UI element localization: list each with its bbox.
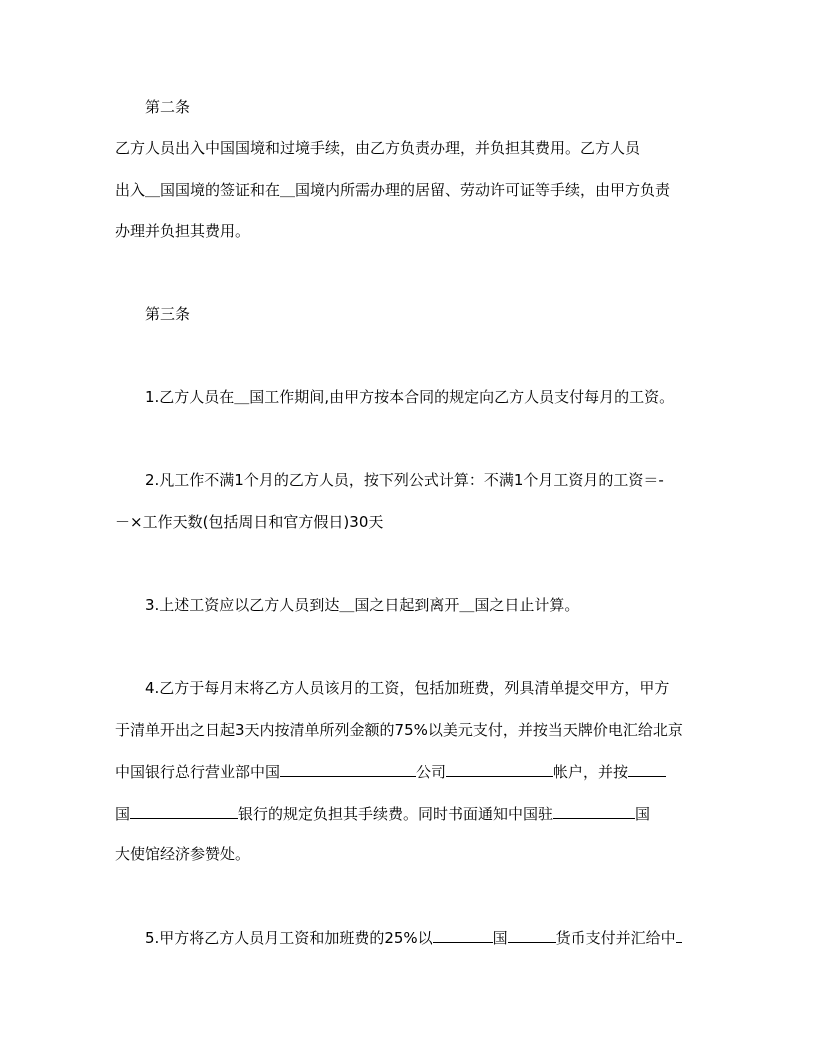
clause-2-line: －×工作天数(包括周日和官方假日)30天	[115, 513, 384, 531]
blank-underline	[553, 803, 635, 819]
blank-underline	[628, 761, 666, 777]
clause-4-text: 帐户，并按	[553, 763, 629, 781]
clause-4-line: 大使馆经济参赞处。	[115, 845, 251, 863]
clause-4-line	[115, 761, 666, 781]
article-2-paragraph-line: 乙方人员出入中国国境和过境手续，由乙方负责办理，并负担其费用。乙方人员	[115, 139, 641, 157]
article-2-heading: 第二条	[145, 98, 191, 116]
article-2-paragraph-line: 办理并负担其费用。	[115, 222, 251, 240]
clause-4-text: 国	[635, 805, 651, 823]
clause-4-line	[115, 803, 650, 823]
clause-4-line: 于清单开出之日起3天内按清单所列金额的75%以美元支付，并按当天牌价电汇给北京	[115, 721, 683, 739]
clause-2-line: 2.凡工作不满1个月的乙方人员，按下列公式计算：不满1个月工资月的工资＝-	[145, 471, 664, 489]
clause-5-text: 5.甲方将乙方人员月工资和加班费的25%以	[145, 929, 433, 947]
blank-underline	[280, 761, 416, 777]
article-2-paragraph-line: 出入＿国国境的签证和在＿国境内所需办理的居留、劳动许可证等手续，由甲方负责	[115, 181, 671, 199]
clause-4-text: 银行的规定负担其手续费。同时书面通知中国驻	[238, 805, 554, 823]
clause-5-text: 国	[492, 929, 508, 947]
clause-3: 3.上述工资应以乙方人员到达＿国之日起到离开＿国之日止计算。	[145, 596, 580, 614]
article-3-heading: 第三条	[145, 305, 191, 323]
clause-1: 1.乙方人员在＿国工作期间,由甲方按本合同的规定向乙方人员支付每月的工资。	[145, 388, 675, 406]
clause-5-text: 货币支付并汇给中	[555, 929, 676, 947]
clause-5-line	[145, 927, 682, 947]
blank-underline	[446, 761, 553, 777]
clause-4-text: 中国银行总行营业部中国	[115, 763, 281, 781]
clause-4-text: 国	[115, 805, 131, 823]
blank-underline	[433, 927, 493, 943]
clause-4-text: 公司	[416, 763, 447, 781]
clause-4-line: 4.乙方于每月末将乙方人员该月的工资，包括加班费，列具清单提交甲方，甲方	[145, 679, 670, 697]
blank-underline	[508, 927, 556, 943]
blank-underline	[676, 927, 682, 943]
blank-underline	[130, 803, 238, 819]
